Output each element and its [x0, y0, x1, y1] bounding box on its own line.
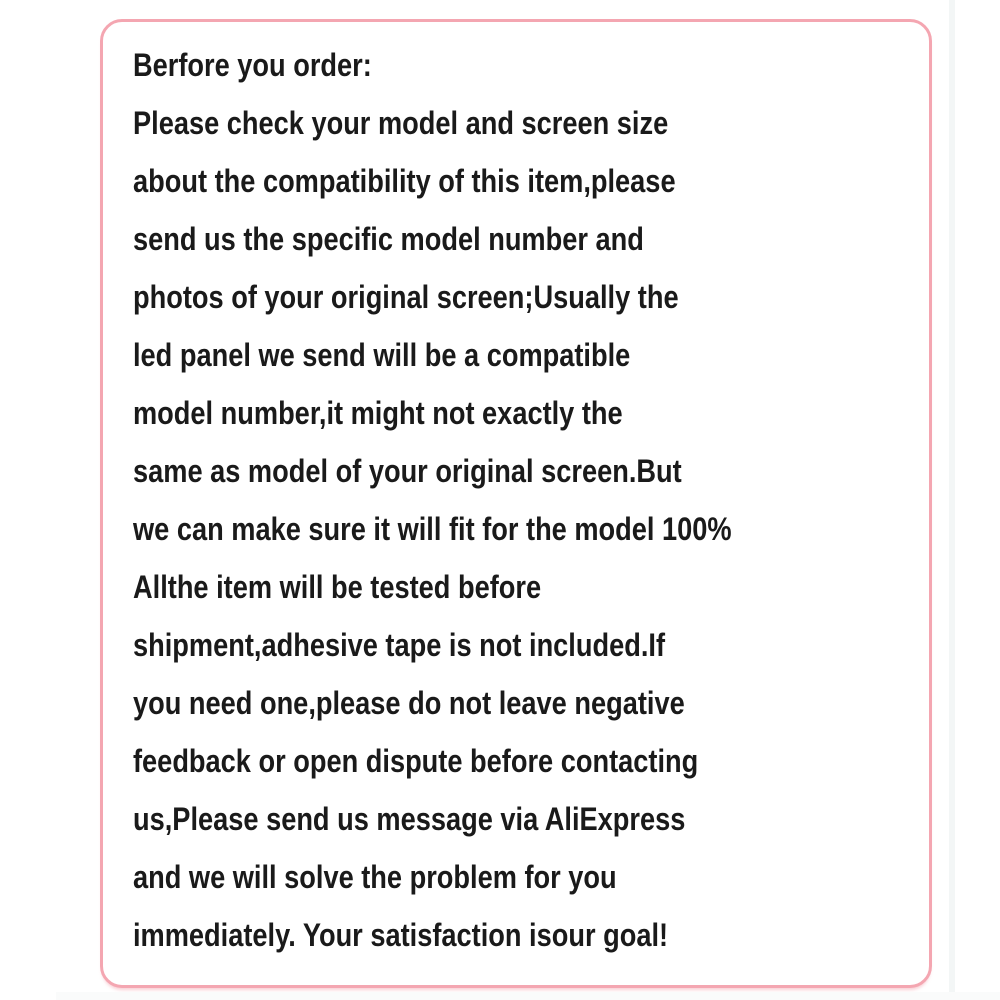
notice-line: [133, 674, 919, 732]
notice-line-text: feedback or open dispute before contacting: [133, 742, 699, 779]
notice-line-text: Please check your model and screen size: [133, 104, 669, 141]
notice-line: [133, 906, 919, 964]
notice-line: [133, 732, 919, 790]
notice-line: [133, 268, 919, 326]
notice-line: [133, 790, 919, 848]
notice-line: [133, 36, 919, 94]
notice-line: [133, 442, 919, 500]
notice-line: [133, 210, 919, 268]
notice-line-text: we can make sure it will fit for the model 100%: [133, 510, 732, 547]
notice-line-text: Berfore you order:: [133, 46, 372, 83]
notice-line-text: shipment,adhesive tape is not included.If: [133, 626, 666, 663]
notice-text-block: [133, 36, 919, 964]
notice-line: [133, 326, 919, 384]
notice-line-text: you need one,please do not leave negative: [133, 684, 685, 721]
page-edge-line: [949, 0, 955, 1000]
notice-line-text: and we will solve the problem for you: [133, 858, 617, 895]
notice-line-text: same as model of your original screen.But: [133, 452, 682, 489]
notice-line: [133, 616, 919, 674]
notice-line-text: us,Please send us message via AliExpress: [133, 800, 686, 837]
notice-line: [133, 500, 919, 558]
notice-line: [133, 94, 919, 152]
notice-line: [133, 152, 919, 210]
notice-line-text: send us the specific model number and: [133, 220, 644, 257]
notice-line-text: photos of your original screen;Usually the: [133, 278, 679, 315]
notice-line: [133, 848, 919, 906]
notice-line: [133, 384, 919, 442]
notice-card: [100, 19, 932, 988]
notice-line-text: led panel we send will be a compatible: [133, 336, 631, 373]
notice-line-text: Allthe item will be tested before: [133, 568, 542, 605]
notice-line-text: immediately. Your satisfaction isour goal!: [133, 916, 669, 953]
notice-line: [133, 558, 919, 616]
bottom-edge-strip: [56, 992, 1000, 1000]
notice-line-text: about the compatibility of this item,please: [133, 162, 676, 199]
notice-line-text: model number,it might not exactly the: [133, 394, 623, 431]
